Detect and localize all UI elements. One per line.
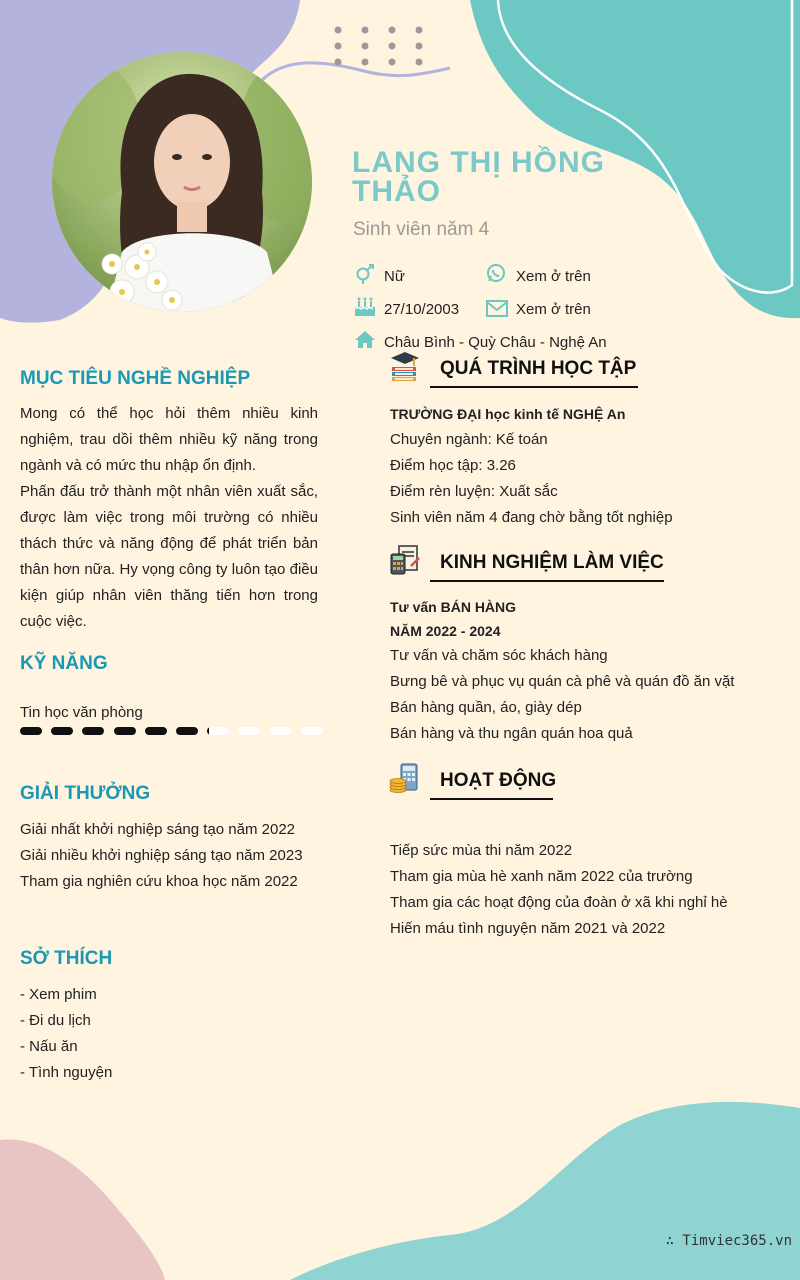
skill-level-segment xyxy=(176,727,198,735)
education-content xyxy=(390,401,780,531)
skill-level-bar xyxy=(20,0,320,1)
hobbies-title: SỞ THÍCH xyxy=(20,948,113,969)
phone-value: Xem ở trên xyxy=(516,268,591,285)
email-value: Xem ở trên xyxy=(516,301,591,318)
activities-title: HOẠT ĐỘNG xyxy=(440,770,557,791)
graduation-books-icon xyxy=(389,350,421,382)
gender-value: Nữ xyxy=(384,268,405,285)
hobby-item: - Xem phim xyxy=(20,986,97,1003)
skill-level-segment xyxy=(238,727,260,735)
skill-level-segment xyxy=(145,727,167,735)
activities-underline xyxy=(430,798,553,800)
hobby-item: - Tình nguyện xyxy=(20,1064,113,1081)
experience-line: Tư vấn và chăm sóc khách hàng xyxy=(390,647,608,664)
activity-line: Tham gia mùa hè xanh năm 2022 của trường xyxy=(390,868,693,885)
school-name: TRƯỜNG ĐẠI học kinh tế NGHỆ An xyxy=(390,406,626,422)
skill-level-segment xyxy=(20,727,42,735)
skills-title: KỸ NĂNG xyxy=(20,653,108,674)
dot-grid-decoration xyxy=(335,27,423,66)
award-item: Tham gia nghiên cứu khoa học năm 2022 xyxy=(20,873,298,890)
birthday-value: 27/10/2003 xyxy=(384,301,460,318)
home-icon xyxy=(354,330,376,350)
education-line: Sinh viên năm 4 đang chờ bằng tốt nghiệp xyxy=(390,509,673,526)
mail-icon xyxy=(486,299,508,319)
awards-list xyxy=(20,817,318,895)
experience-period: NĂM 2022 - 2024 xyxy=(390,623,501,639)
education-title: QUÁ TRÌNH HỌC TẬP xyxy=(440,358,637,379)
experience-line: Bán hàng và thu ngân quán hoa quả xyxy=(390,725,633,742)
career-goal-title: MỤC TIÊU NGHỀ NGHIỆP xyxy=(20,368,251,389)
education-line: Chuyên ngành: Kế toán xyxy=(390,431,548,448)
address-value: Châu Bình - Quỳ Châu - Nghệ An xyxy=(384,334,607,351)
experience-content xyxy=(390,595,780,747)
awards-title: GIẢI THƯỞNG xyxy=(20,783,151,804)
calculator-document-icon xyxy=(389,544,421,576)
coins-calculator-icon xyxy=(389,762,421,794)
skill-level-segment xyxy=(51,727,73,735)
activity-line: Tham gia các hoạt động của đoàn ở xã khi nghỉ hè xyxy=(390,894,728,911)
experience-line: Bưng bê và phục vụ quán cà phê và quán đồ ăn vặt xyxy=(390,673,735,690)
education-line: Điểm rèn luyện: Xuất sắc xyxy=(390,483,558,500)
career-goal-paragraph: Mong có thể học hỏi thêm nhiều kinh nghiệm, trau dồi thêm nhiều kỹ năng trong ngành và có mức thu nhập ổn định. xyxy=(20,405,318,474)
hobby-item: - Nấu ăn xyxy=(20,1038,78,1055)
education-line: Điểm học tập: 3.26 xyxy=(390,457,516,474)
experience-role: Tư vấn BÁN HÀNG xyxy=(390,599,517,615)
award-item: Giải nhiều khởi nghiệp sáng tạo năm 2023 xyxy=(20,847,303,864)
skill-level-segment xyxy=(301,727,323,735)
experience-line: Bán hàng quần, áo, giày dép xyxy=(390,699,582,716)
skill-name: Tin học văn phòng xyxy=(20,704,143,721)
cake-icon xyxy=(354,297,376,317)
hobby-item: - Đi du lịch xyxy=(20,1012,91,1029)
candidate-name: LANG THỊ HỒNG THẢO xyxy=(352,146,605,208)
hobbies-list xyxy=(20,982,318,1086)
skill-level-segment xyxy=(207,727,229,735)
candidate-position: Sinh viên năm 4 xyxy=(353,219,490,240)
education-underline xyxy=(430,386,638,388)
experience-title: KINH NGHIỆM LÀM VIỆC xyxy=(440,552,664,573)
skill-level-segment xyxy=(114,727,136,735)
skill-level-segment xyxy=(270,727,292,735)
award-item: Giải nhất khởi nghiệp sáng tạo năm 2022 xyxy=(20,821,296,838)
activity-line: Tiếp sức mùa thi năm 2022 xyxy=(390,842,573,859)
experience-underline xyxy=(430,580,664,582)
career-goal-text xyxy=(20,401,318,635)
activities-content xyxy=(390,838,780,942)
footer-brand: ∴ Timviec365.vn xyxy=(665,1233,792,1249)
avatar xyxy=(52,52,312,312)
phone-icon xyxy=(486,264,508,284)
skill-level-segment xyxy=(82,727,104,735)
gender-icon xyxy=(354,264,376,284)
activity-line: Hiến máu tình nguyện năm 2021 và 2022 xyxy=(390,920,666,937)
career-goal-paragraph: Phấn đấu trở thành một nhân viên xuất sắc, được làm việc trong môi trường có nhiều thách thức và năng động để phát triển bản thân hơn nữa. Hy vọng công ty luôn tạo điều kiện giúp nhân viên thăng tiến hơn trong cuộc việc. xyxy=(20,483,318,630)
